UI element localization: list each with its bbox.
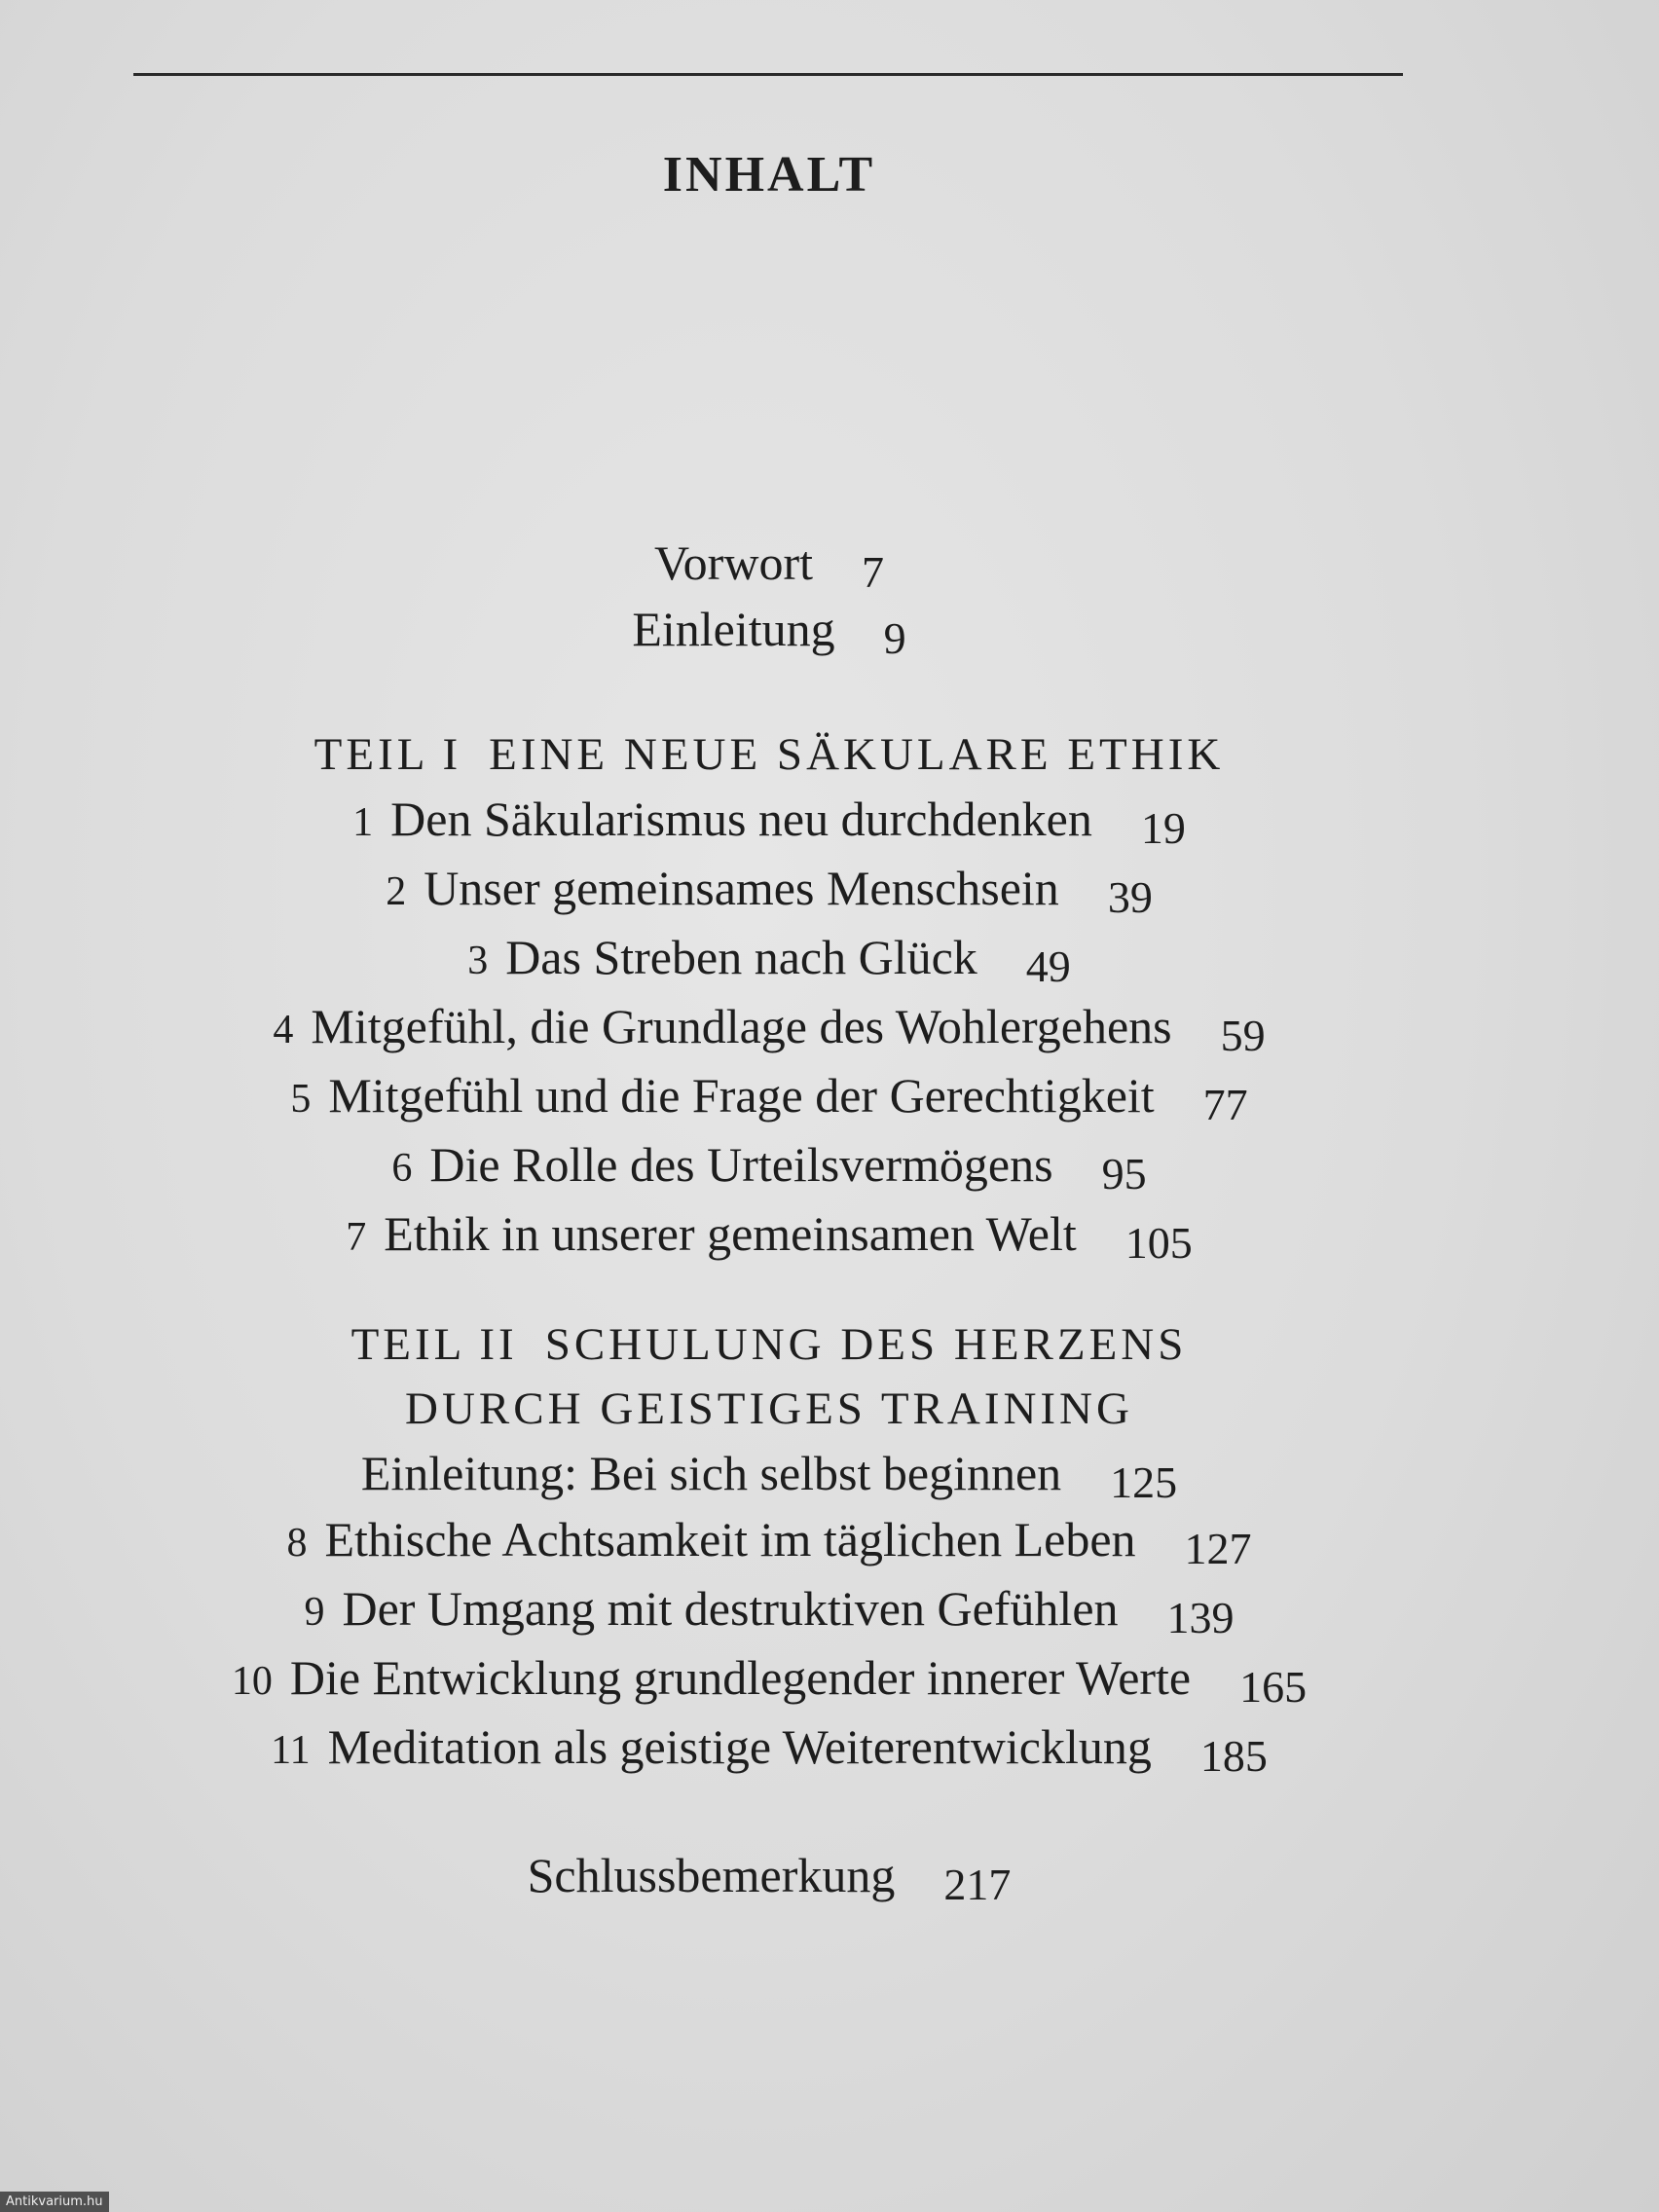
entry-title: Den Säkularismus neu durchdenken xyxy=(390,792,1092,846)
top-rule xyxy=(133,73,1403,76)
chapter-number: 8 xyxy=(286,1521,308,1566)
toc-entry-chapter-11 xyxy=(0,1714,1538,1784)
entry-page: 19 xyxy=(1140,803,1186,853)
toc-entry-part-2-intro xyxy=(0,1441,1538,1507)
entry-title: Meditation als geistige Weiterentwicklung xyxy=(327,1719,1152,1774)
entry-page: 217 xyxy=(943,1860,1012,1909)
chapter-number: 1 xyxy=(352,800,374,845)
part-2 xyxy=(0,1312,1538,1784)
entry-page: 7 xyxy=(861,547,884,597)
entry-page: 165 xyxy=(1239,1662,1308,1712)
chapter-number: 5 xyxy=(290,1077,312,1122)
toc-entry-chapter-8 xyxy=(0,1507,1538,1576)
entry-title: Der Umgang mit destruktiven Gefühlen xyxy=(342,1581,1119,1636)
entry-title: Die Entwicklung grundlegender innerer Werte xyxy=(289,1650,1192,1705)
closing xyxy=(0,1843,1538,1909)
entry-page: 95 xyxy=(1101,1149,1147,1198)
toc-entry-einleitung xyxy=(0,597,1538,663)
watermark: Antikvarium.hu xyxy=(0,2192,109,2212)
front-matter xyxy=(0,531,1538,663)
toc-entry-chapter-5 xyxy=(0,1063,1538,1132)
entry-page: 39 xyxy=(1107,872,1153,922)
entry-title: Das Streben nach Glück xyxy=(505,930,977,984)
entry-page: 9 xyxy=(883,613,906,663)
entry-page: 59 xyxy=(1220,1011,1266,1060)
entry-title: Vorwort xyxy=(654,535,813,590)
chapter-number: 4 xyxy=(273,1008,294,1052)
entry-title: Einleitung xyxy=(632,602,835,656)
entry-page: 127 xyxy=(1184,1524,1252,1573)
chapter-number: 11 xyxy=(271,1728,311,1773)
entry-page: 139 xyxy=(1166,1593,1235,1642)
toc-entry-chapter-9 xyxy=(0,1576,1538,1645)
toc-entry-chapter-4 xyxy=(0,994,1538,1063)
toc-entry-chapter-3 xyxy=(0,925,1538,994)
chapter-number: 9 xyxy=(304,1590,325,1635)
toc-entry-chapter-10 xyxy=(0,1645,1538,1714)
entry-title: Mitgefühl und die Frage der Gerechtigkeit xyxy=(328,1068,1155,1123)
chapter-number: 6 xyxy=(391,1146,413,1191)
entry-page: 185 xyxy=(1199,1731,1268,1781)
page-title: INHALT xyxy=(662,147,876,203)
toc-entry-schlussbemerkung xyxy=(0,1843,1538,1909)
part-title-line-2: DURCH GEISTIGES TRAINING xyxy=(405,1383,1133,1434)
chapter-number: 7 xyxy=(346,1215,367,1260)
entry-title: Schlussbemerkung xyxy=(527,1848,896,1902)
entry-title: Einleitung: Bei sich selbst beginnen xyxy=(360,1446,1062,1500)
entry-title: Ethik in unserer gemeinsamen Welt xyxy=(384,1206,1077,1261)
entry-title: Die Rolle des Urteilsvermögens xyxy=(429,1137,1053,1192)
entry-title: Ethische Achtsamkeit im täglichen Leben xyxy=(324,1512,1136,1567)
entry-page: 77 xyxy=(1202,1080,1248,1129)
entry-page: 49 xyxy=(1025,941,1071,991)
toc-entry-vorwort xyxy=(0,531,1538,597)
part-2-heading-line-2 xyxy=(0,1377,1538,1441)
toc-entry-chapter-7 xyxy=(0,1201,1538,1271)
chapter-number: 3 xyxy=(467,939,489,983)
part-title: EINE NEUE SÄKULARE ETHIK xyxy=(489,729,1225,780)
toc-entry-chapter-6 xyxy=(0,1132,1538,1201)
part-label: TEIL I xyxy=(313,729,462,780)
part-1-heading xyxy=(0,722,1538,787)
entry-title: Mitgefühl, die Grundlage des Wohlergehens xyxy=(311,999,1172,1053)
entry-page: 105 xyxy=(1124,1218,1193,1268)
part-2-heading xyxy=(0,1312,1538,1377)
entry-page: 125 xyxy=(1110,1457,1178,1507)
entry-title: Unser gemeinsames Menschsein xyxy=(424,861,1059,915)
toc-entry-chapter-1 xyxy=(0,787,1538,856)
part-label: TEIL II xyxy=(350,1319,518,1370)
part-title-line-1: SCHULUNG DES HERZENS xyxy=(544,1319,1188,1370)
part-1 xyxy=(0,722,1538,1271)
chapter-number: 2 xyxy=(386,869,407,914)
chapter-number: 10 xyxy=(231,1659,273,1704)
toc-entry-chapter-2 xyxy=(0,856,1538,925)
